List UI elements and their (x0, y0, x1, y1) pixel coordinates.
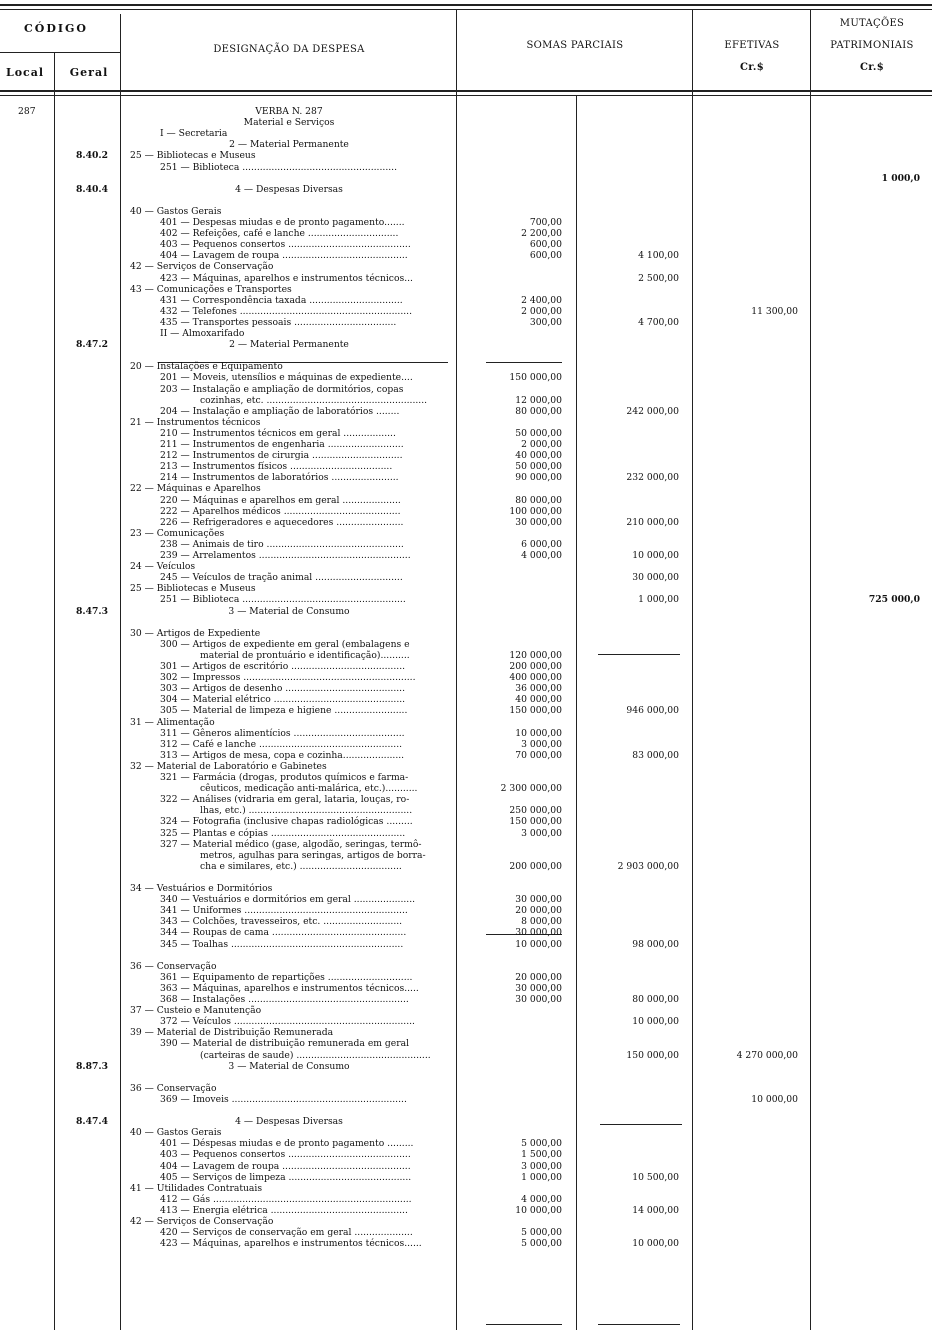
table-row (0, 717, 932, 728)
table-row (0, 839, 932, 850)
partial-sum-1: 2 000,00 (521, 305, 562, 317)
partial-sum-2: 80 000,00 (632, 994, 679, 1005)
expense-description: 343 — Colchões, travesseiros, etc. ........................... (160, 916, 403, 928)
partial-sum-1: 4 000,00 (521, 550, 562, 561)
table-row (0, 694, 932, 705)
table-row (0, 672, 932, 683)
table-row (0, 739, 932, 750)
partial-sum-1: 80 000,00 (515, 405, 562, 417)
table-row (0, 461, 932, 472)
partial-sum-1: 150 000,00 (509, 372, 562, 384)
expense-description: Material e Serviços (243, 117, 335, 129)
partial-sum-1: 2 000,00 (521, 439, 562, 450)
expense-description: I — Secretaria (160, 128, 228, 140)
partial-sum-2: 4 100,00 (638, 250, 679, 262)
expense-description: 303 — Artigos de desenho ......................................... (160, 683, 406, 695)
header-designacao: DESIGNAÇÃO DA DESPESA (213, 44, 365, 55)
table-row (0, 1061, 932, 1072)
table-row (0, 250, 932, 261)
table-row (0, 106, 932, 117)
table-row (0, 650, 932, 661)
expense-description: 21 — Instrumentos técnicos (130, 416, 261, 428)
table-row (0, 639, 932, 650)
expense-description: 420 — Serviços de conservação em geral .................... (160, 1227, 413, 1239)
partial-sum-1: 40 000,00 (515, 694, 562, 706)
table-row (0, 261, 932, 272)
table-row (0, 306, 932, 317)
partial-sum-2: 10 000,00 (632, 1016, 679, 1028)
header-somas: SOMAS PARCIAIS (526, 40, 624, 51)
header-efetivas-unit: Cr.$ (740, 62, 764, 73)
partial-sum-1: 50 000,00 (515, 461, 562, 473)
partial-sum-1: 40 000,00 (515, 450, 562, 462)
table-row (0, 628, 932, 639)
table-row (0, 139, 932, 150)
table-row (0, 606, 932, 617)
expense-description: 361 — Equipamento de repartições ............................. (160, 971, 413, 983)
expense-description: 340 — Vestuários e dormitórios em geral ..................... (160, 894, 416, 906)
table-row (0, 217, 932, 228)
partial-sum-1: 10 000,00 (515, 938, 562, 950)
header-mutacoes-1: MUTAÇÕES (839, 18, 905, 29)
table-row (0, 517, 932, 528)
expense-description: 321 — Farmácia (drogas, produtos químicos e farma- (160, 772, 409, 783)
expense-description: 423 — Máquinas, aparelhos e instrumentos técnicos...... (160, 1238, 422, 1250)
header-mutacoes-unit: Cr.$ (860, 62, 884, 73)
expense-description: 404 — Lavagem de roupa ............................................ (160, 1160, 411, 1172)
table-row (0, 1038, 932, 1049)
partial-sum-1: 4 000,00 (521, 1193, 562, 1205)
expense-description: 390 — Material de distribuição remunerada em geral (160, 1038, 410, 1050)
partial-sum-1: 5 000,00 (521, 1138, 562, 1150)
table-row (0, 173, 932, 184)
code-geral: 8.40.2 (76, 150, 108, 162)
partial-sum-2: 4 700,00 (638, 316, 679, 328)
partial-sum-1: 1 000,00 (521, 1171, 562, 1183)
partial-sum-1: 700,00 (529, 217, 562, 228)
expense-description: cozinhas, etc. ....................................................... (200, 394, 428, 406)
expense-description: 404 — Lavagem de roupa ........................................... (160, 250, 408, 262)
table-row (0, 1238, 932, 1249)
expense-description: 327 — Material médico (gase, algodão, seringas, termô- (160, 838, 422, 850)
table-row (0, 772, 932, 783)
table-row (0, 117, 932, 128)
table-row (0, 384, 932, 395)
table-row (0, 472, 932, 483)
effective-amount: 11 300,00 (751, 305, 798, 317)
partial-sum-1: 5 000,00 (521, 1227, 562, 1239)
expense-description: cha e similares, etc.) ................................... (200, 860, 402, 872)
partial-sum-1: 20 000,00 (515, 905, 562, 917)
table-row (0, 1138, 932, 1149)
table-row (0, 1161, 932, 1172)
expense-description: 402 — Refeições, café e lanche ............................... (160, 228, 399, 240)
expense-description: 2 — Material Permanente (229, 139, 349, 151)
table-row (0, 850, 932, 861)
expense-description: 2 — Material Permanente (229, 339, 349, 351)
table-row (0, 206, 932, 217)
expense-description: 369 — Imoveis ............................................................ (160, 1093, 407, 1105)
table-row (0, 1005, 932, 1016)
expense-description: 42 — Serviços de Conservação (130, 1216, 274, 1227)
table-row (0, 1227, 932, 1238)
partial-sum-1: 90 000,00 (515, 472, 562, 484)
expense-description: 22 — Máquinas e Aparelhos (130, 483, 261, 495)
table-row (0, 1149, 932, 1160)
expense-description: 341 — Uniformes ........................................................ (160, 905, 408, 917)
code-local: 287 (18, 106, 36, 117)
partial-sum-2: 242 000,00 (626, 405, 679, 417)
table-row (0, 894, 932, 905)
table-row (0, 528, 932, 539)
partial-sum-2: 2 500,00 (638, 272, 679, 284)
partial-sum-2: 210 000,00 (626, 516, 679, 528)
expense-description: 405 — Serviços de limpeza .......................................... (160, 1171, 412, 1183)
expense-description: 214 — Instrumentos de laboratórios ....................... (160, 472, 399, 484)
expense-description: 325 — Plantas e cópias .............................................. (160, 827, 406, 839)
partial-sum-1: 80 000,00 (515, 494, 562, 506)
expense-description: 432 — Telefones ........................................................... (160, 305, 413, 317)
table-row (0, 572, 932, 583)
expense-description: 34 — Vestuários e Dormitórios (130, 883, 273, 894)
table-row (0, 1027, 932, 1038)
expense-description: 24 — Veículos (130, 561, 196, 573)
table-row (0, 583, 932, 594)
partial-sum-2: 1 000,00 (638, 594, 679, 606)
table-row (0, 483, 932, 494)
expense-description: VERBA N. 287 (255, 106, 323, 117)
expense-description: 201 — Moveis, utensílios e máquinas de expediente.... (160, 372, 413, 384)
table-row (0, 450, 932, 461)
expense-description: 212 — Instrumentos de cirurgia ............................... (160, 450, 403, 462)
expense-description: 39 — Material de Distribuição Remunerada (130, 1027, 334, 1039)
partial-sum-1: 2 200,00 (521, 228, 562, 240)
expense-description: metros, agulhas para seringas, artigos de borra- (200, 849, 426, 861)
table-row (0, 1105, 932, 1116)
table-row (0, 872, 932, 883)
code-geral: 8.47.2 (76, 339, 108, 351)
code-geral: 8.47.3 (76, 605, 108, 617)
partial-sum-1: 200 000,00 (509, 661, 562, 672)
expense-description: 222 — Aparelhos médicos ........................................ (160, 505, 401, 517)
partial-sum-1: 2 400,00 (521, 294, 562, 306)
expense-description: lhas, etc.) ........................................................ (200, 805, 413, 817)
expense-description: 211 — Instrumentos de engenharia .......................... (160, 439, 404, 450)
expense-description: 251 — Biblioteca ..................................................... (160, 161, 397, 173)
expense-description: 423 — Máquinas, aparelhos e instrumentos técnicos... (160, 272, 413, 284)
expense-description: 344 — Roupas de cama .............................................. (160, 927, 407, 939)
table-row (0, 1172, 932, 1183)
table-row (0, 328, 932, 339)
partial-sum-1: 150 000,00 (509, 816, 562, 828)
partial-sum-1: 70 000,00 (515, 749, 562, 761)
expense-description: 213 — Instrumentos físicos ................................... (160, 461, 393, 473)
table-row (0, 1072, 932, 1083)
expense-description: 204 — Instalação e ampliação de laboratórios ........ (160, 405, 400, 417)
table-row (0, 883, 932, 894)
partial-sum-1: 250 000,00 (509, 805, 562, 817)
table-row (0, 1216, 932, 1227)
expense-description: 300 — Artigos de expediente em geral (embalagens e (160, 638, 410, 650)
code-geral: 8.40.4 (76, 183, 108, 195)
table-row (0, 406, 932, 417)
expense-description: 40 — Gastos Gerais (130, 1127, 222, 1139)
expense-description: 210 — Instrumentos técnicos em geral .................. (160, 427, 396, 439)
expense-description: 32 — Material de Laboratório e Gabinetes (130, 760, 327, 772)
table-row (0, 495, 932, 506)
table-row (0, 661, 932, 672)
table-row (0, 994, 932, 1005)
expense-description: 322 — Análises (vidraria em geral, lataria, louças, ro- (160, 794, 410, 806)
expense-description: 3 — Material de Consumo (228, 605, 350, 617)
partial-sum-1: 3 000,00 (521, 827, 562, 839)
table-row (0, 927, 932, 938)
table-row (0, 128, 932, 139)
table-row (0, 972, 932, 983)
header-mutacoes-2: PATRIMONIAIS (830, 40, 914, 51)
table-row (0, 1194, 932, 1205)
partial-sum-1: 30 000,00 (515, 927, 562, 939)
partial-sum-1: 600,00 (529, 239, 562, 251)
expense-description: 304 — Material elétrico ............................................. (160, 694, 406, 706)
partial-sum-2: 10 000,00 (632, 550, 679, 561)
partial-sum-1: 200 000,00 (509, 860, 562, 872)
table-row (0, 150, 932, 161)
partial-sum-1: 120 000,00 (509, 649, 562, 661)
expense-description: 41 — Utilidades Contratuais (130, 1182, 263, 1194)
effective-amount: 4 270 000,00 (736, 1049, 798, 1061)
expense-description: 203 — Instalação e ampliação de dormitórios, copas (160, 383, 404, 395)
expense-description: 345 — Toalhas ........................................................... (160, 938, 404, 950)
partial-sum-2: 10 500,00 (632, 1171, 679, 1183)
expense-description: 302 — Impressos ........................................................... (160, 672, 416, 684)
expense-description: cêuticos, medicação anti-malárica, etc.)........... (200, 783, 418, 795)
partial-sum-1: 10 000,00 (515, 727, 562, 739)
expense-description: 36 — Conservação (130, 960, 217, 972)
partial-sum-1: 3 000,00 (521, 1160, 562, 1172)
table-row (0, 284, 932, 295)
expense-description: 43 — Comunicações e Transportes (130, 283, 292, 295)
partial-sum-2: 150 000,00 (626, 1049, 679, 1061)
code-geral: 8.47.4 (76, 1116, 108, 1128)
partial-sum-1: 3 000,00 (521, 738, 562, 750)
partial-sum-1: 20 000,00 (515, 971, 562, 983)
code-geral: 8.87.3 (76, 1060, 108, 1072)
table-row (0, 1116, 932, 1127)
expense-description: 363 — Máquinas, aparelhos e instrumentos técnicos..... (160, 982, 419, 994)
expense-description: 313 — Artigos de mesa, copa e cozinha..................... (160, 749, 405, 761)
expense-description: 36 — Conservação (130, 1082, 217, 1094)
partial-sum-1: 30 000,00 (515, 894, 562, 906)
partial-sum-2: 232 000,00 (626, 472, 679, 484)
table-row (0, 395, 932, 406)
expense-description: 4 — Despesas Diversas (235, 183, 343, 195)
table-row (0, 905, 932, 916)
partial-sum-1: 30 000,00 (515, 994, 562, 1005)
table-row (0, 816, 932, 827)
expense-description: 412 — Gás .................................................................... (160, 1193, 412, 1205)
table-row (0, 805, 932, 816)
table-row (0, 617, 932, 628)
partial-sum-2: 83 000,00 (632, 749, 679, 761)
expense-description: 238 — Animais de tiro ............................................... (160, 538, 404, 550)
expense-description: 226 — Refrigeradores e aquecedores ....................... (160, 516, 404, 528)
expense-description: 30 — Artigos de Expediente (130, 627, 261, 639)
table-row (0, 750, 932, 761)
partial-sum-1: 30 000,00 (515, 982, 562, 994)
expense-description: 37 — Custeio e Manutenção (130, 1005, 262, 1017)
table-row (0, 350, 932, 361)
header-efetivas: EFETIVAS (724, 40, 780, 51)
partial-sum-1: 600,00 (529, 250, 562, 262)
table-row (0, 1127, 932, 1138)
table-row (0, 239, 932, 250)
table-row (0, 439, 932, 450)
table-row (0, 162, 932, 173)
table-row (0, 228, 932, 239)
expense-description: 413 — Energia elétrica ............................................... (160, 1204, 408, 1216)
expense-description: 20 — Instalações e Equipamento (130, 361, 283, 373)
expense-description: 40 — Gastos Gerais (130, 205, 222, 217)
table-row (0, 539, 932, 550)
table-row (0, 794, 932, 805)
partial-sum-1: 5 000,00 (521, 1238, 562, 1250)
partial-sum-1: 100 000,00 (509, 505, 562, 517)
table-row (0, 273, 932, 284)
table-row (0, 428, 932, 439)
table-row (0, 372, 932, 383)
partial-sum-1: 400 000,00 (509, 672, 562, 684)
expense-description: II — Almoxarifado (160, 328, 245, 339)
partial-sum-1: 12 000,00 (515, 394, 562, 406)
partial-sum-1: 300,00 (529, 316, 562, 328)
table-row (0, 361, 932, 372)
expense-description: 312 — Café e lanche ................................................. (160, 738, 403, 750)
expense-description: 431 — Correspondência taxada ................................ (160, 294, 403, 306)
expense-description: 301 — Artigos de escritório ....................................... (160, 661, 406, 672)
table-row (0, 861, 932, 872)
expense-description: 31 — Alimentação (130, 716, 215, 728)
expense-description: 403 — Pequenos consertos .......................................... (160, 1149, 411, 1161)
expense-description: material de prontuário e identificação).......... (200, 649, 410, 661)
header-geral: Geral (69, 66, 109, 79)
partial-sum-2: 946 000,00 (626, 705, 679, 717)
partial-sum-2: 10 000,00 (632, 1238, 679, 1250)
partial-sum-2: 2 903 000,00 (617, 860, 679, 872)
effective-amount: 10 000,00 (751, 1093, 798, 1105)
expense-description: 324 — Fotografia (inclusive chapas radiológicas ......... (160, 816, 413, 828)
patrimonial-amount: 725 000,0 (868, 594, 920, 606)
table-row (0, 1205, 932, 1216)
expense-description: (carteiras de saude) .............................................. (200, 1049, 431, 1061)
table-row (0, 317, 932, 328)
patrimonial-amount: 1 000,0 (881, 172, 920, 184)
expense-description: 25 — Bibliotecas e Museus (130, 583, 256, 595)
table-row (0, 195, 932, 206)
partial-sum-1: 10 000,00 (515, 1204, 562, 1216)
expense-description: 401 — Déspesas miudas e de pronto pagamento ......... (160, 1138, 414, 1150)
expense-description: 401 — Despesas miudas e de pronto pagamento....... (160, 217, 405, 228)
table-row (0, 1094, 932, 1105)
table-row (0, 550, 932, 561)
header-codigo: CÓDIGO (24, 22, 88, 35)
partial-sum-2: 98 000,00 (632, 938, 679, 950)
table-row (0, 561, 932, 572)
partial-sum-1: 6 000,00 (521, 538, 562, 550)
expense-description: 220 — Máquinas e aparelhos em geral .................... (160, 494, 401, 506)
table-row (0, 983, 932, 994)
partial-sum-1: 50 000,00 (515, 427, 562, 439)
partial-sum-1: 30 000,00 (515, 516, 562, 528)
expense-description: 372 — Veículos .............................................................. (160, 1016, 415, 1028)
expense-description: 42 — Serviços de Conservação (130, 261, 274, 273)
expense-description: 251 — Biblioteca ........................................................ (160, 594, 406, 606)
partial-sum-1: 2 300 000,00 (500, 783, 562, 795)
expense-description: 3 — Material de Consumo (228, 1060, 350, 1072)
partial-sum-1: 8 000,00 (521, 916, 562, 928)
expense-description: 435 — Transportes pessoais ................................... (160, 316, 397, 328)
partial-sum-1: 36 000,00 (515, 683, 562, 695)
expense-description: 245 — Veículos de tração animal .............................. (160, 572, 403, 584)
partial-sum-1: 150 000,00 (509, 705, 562, 717)
partial-sum-1: 1 500,00 (521, 1149, 562, 1161)
table-row (0, 961, 932, 972)
table-row (0, 728, 932, 739)
table-row (0, 506, 932, 517)
table-row (0, 783, 932, 794)
table-row (0, 950, 932, 961)
expense-description: 311 — Gêneros alimentícios ...................................... (160, 727, 405, 739)
table-row (0, 916, 932, 927)
table-row (0, 828, 932, 839)
table-row (0, 594, 932, 605)
table-row (0, 339, 932, 350)
expense-description: 4 — Despesas Diversas (235, 1116, 343, 1128)
table-row (0, 1050, 932, 1061)
partial-sum-2: 14 000,00 (632, 1204, 679, 1216)
header-local: Local (5, 66, 45, 79)
table-row (0, 417, 932, 428)
expense-description: 23 — Comunicações (130, 527, 225, 539)
table-row (0, 1016, 932, 1027)
expense-description: 368 — Instalações ....................................................... (160, 994, 409, 1005)
table-row (0, 184, 932, 195)
table-row (0, 761, 932, 772)
table-row (0, 295, 932, 306)
partial-sum-2: 30 000,00 (632, 572, 679, 584)
table-row (0, 1083, 932, 1094)
expense-description: 239 — Arrelamentos .................................................... (160, 550, 411, 561)
expense-description: 25 — Bibliotecas e Museus (130, 150, 256, 162)
expense-description: 305 — Material de limpeza e higiene ......................... (160, 705, 408, 717)
table-row (0, 705, 932, 716)
table-row (0, 683, 932, 694)
table-row (0, 1183, 932, 1194)
expense-description: 403 — Pequenos consertos .......................................... (160, 239, 411, 251)
table-row (0, 939, 932, 950)
